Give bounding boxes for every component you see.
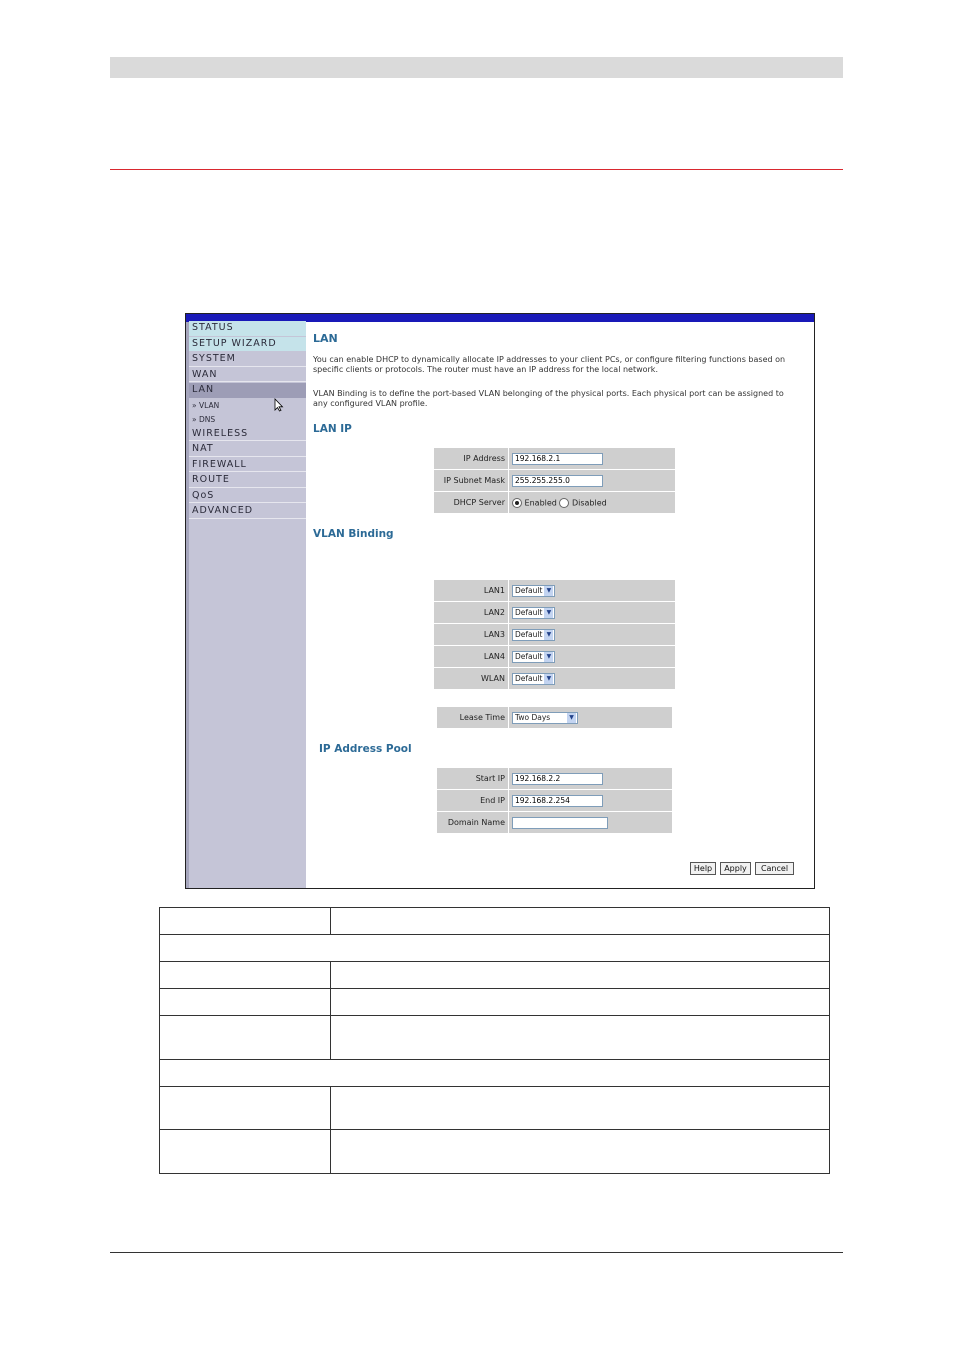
- mouse-pointer-icon: [274, 398, 284, 412]
- dhcp-disabled-label: Disabled: [571, 498, 607, 507]
- chevron-down-icon: ▼: [544, 674, 553, 684]
- vlan-row-label: WLAN: [434, 668, 509, 690]
- apply-button[interactable]: Apply: [720, 862, 751, 875]
- main-content: [306, 322, 814, 888]
- sidebar-item-wireless[interactable]: WIRELESS: [189, 427, 306, 442]
- table-cell: [160, 989, 331, 1016]
- chevron-down-icon: ▼: [544, 608, 553, 618]
- footer-rule: [110, 1252, 843, 1253]
- wlan-vlan-select[interactable]: [512, 673, 555, 685]
- vlan-row-label: LAN2: [434, 602, 509, 624]
- description-table: [159, 907, 830, 1174]
- sidebar-item-setup-wizard[interactable]: SETUP WIZARD: [189, 337, 306, 352]
- vlan-intro-text: VLAN Binding is to define the port-based VLAN belonging of the physical ports. Each physical port can be assigned to any configured VLAN profile.: [313, 389, 784, 408]
- select-value: Two Days: [515, 713, 551, 722]
- vlan-row-label: LAN4: [434, 646, 509, 668]
- vlan-row-label: LAN3: [434, 624, 509, 646]
- end-ip-input[interactable]: [512, 795, 603, 807]
- lan1-vlan-select[interactable]: [512, 585, 555, 597]
- sidebar-item-firewall[interactable]: FIREWALL: [189, 458, 306, 473]
- sidebar-item-nat[interactable]: NAT: [189, 442, 306, 457]
- lease-time-label: Lease Time: [437, 707, 509, 729]
- select-value: Default: [515, 586, 543, 595]
- sidebar-item-system[interactable]: SYSTEM: [189, 352, 306, 367]
- table-cell: [331, 908, 830, 935]
- chevron-down-icon: ▼: [567, 713, 576, 723]
- select-value: Default: [515, 674, 543, 683]
- page-title: LAN: [313, 332, 338, 345]
- vlan-binding-table: [434, 580, 675, 690]
- chevron-down-icon: ▼: [544, 586, 553, 596]
- sidebar-item-qos[interactable]: QoS: [189, 489, 306, 504]
- table-cell: [331, 1016, 830, 1060]
- ip-address-label: IP Address: [434, 448, 509, 470]
- sidebar-item-wan[interactable]: WAN: [189, 368, 306, 383]
- lan-ip-table: [434, 448, 675, 514]
- lan2-vlan-select[interactable]: [512, 607, 555, 619]
- sidebar-item-advanced[interactable]: ADVANCED: [189, 504, 306, 519]
- dhcp-enabled-radio[interactable]: [512, 498, 522, 508]
- subnet-mask-input[interactable]: [512, 475, 603, 487]
- router-screenshot: [185, 313, 815, 889]
- table-cell: [160, 962, 331, 989]
- dhcp-server-label: DHCP Server: [434, 492, 509, 514]
- start-ip-input[interactable]: [512, 773, 603, 785]
- sidebar-menu: [189, 321, 306, 520]
- lan4-vlan-select[interactable]: [512, 651, 555, 663]
- cancel-button[interactable]: Cancel: [755, 862, 794, 875]
- vlan-row-label: LAN1: [434, 580, 509, 602]
- domain-name-input[interactable]: [512, 817, 608, 829]
- dhcp-enabled-label: Enabled: [524, 498, 557, 507]
- lease-time-table: [437, 707, 672, 729]
- lan-ip-heading: LAN IP: [313, 423, 352, 435]
- table-cell: [331, 1130, 830, 1174]
- intro-text: You can enable DHCP to dynamically allocate IP addresses to your client PCs, or configure filtering functions based on specific clients or protocols. The router must have an IP address for the local network.: [313, 355, 786, 374]
- help-button[interactable]: Help: [690, 862, 716, 875]
- subnet-mask-label: IP Subnet Mask: [434, 470, 509, 492]
- lan3-vlan-select[interactable]: [512, 629, 555, 641]
- select-value: Default: [515, 652, 543, 661]
- select-value: Default: [515, 630, 543, 639]
- chevron-down-icon: ▼: [544, 652, 553, 662]
- table-cell: [331, 962, 830, 989]
- ip-pool-heading: IP Address Pool: [319, 743, 412, 755]
- sidebar-item-route[interactable]: ROUTE: [189, 473, 306, 488]
- table-section-row: [160, 935, 830, 962]
- sidebar-item-lan[interactable]: LAN: [189, 383, 306, 398]
- sidebar-item-status[interactable]: STATUS: [189, 321, 306, 336]
- ip-pool-table: [437, 768, 672, 834]
- table-section-row: [160, 1060, 830, 1087]
- table-cell: [160, 1016, 331, 1060]
- chevron-down-icon: ▼: [544, 630, 553, 640]
- sidebar-subitem-dns[interactable]: » DNS: [189, 413, 306, 426]
- end-ip-label: End IP: [437, 790, 509, 812]
- select-value: Default: [515, 608, 543, 617]
- vlan-binding-heading: VLAN Binding: [313, 528, 394, 540]
- start-ip-label: Start IP: [437, 768, 509, 790]
- table-cell: [160, 1087, 331, 1130]
- sidebar-subitem-vlan[interactable]: » VLAN: [189, 399, 306, 412]
- ip-address-input[interactable]: [512, 453, 603, 465]
- table-cell: [331, 1087, 830, 1130]
- table-cell: [160, 908, 331, 935]
- page-header-bar: [110, 57, 843, 78]
- lease-time-select[interactable]: [512, 712, 578, 724]
- header-rule: [110, 169, 843, 170]
- table-cell: [160, 1130, 331, 1174]
- domain-name-label: Domain Name: [437, 812, 509, 834]
- table-cell: [331, 989, 830, 1016]
- dhcp-disabled-radio[interactable]: [559, 498, 569, 508]
